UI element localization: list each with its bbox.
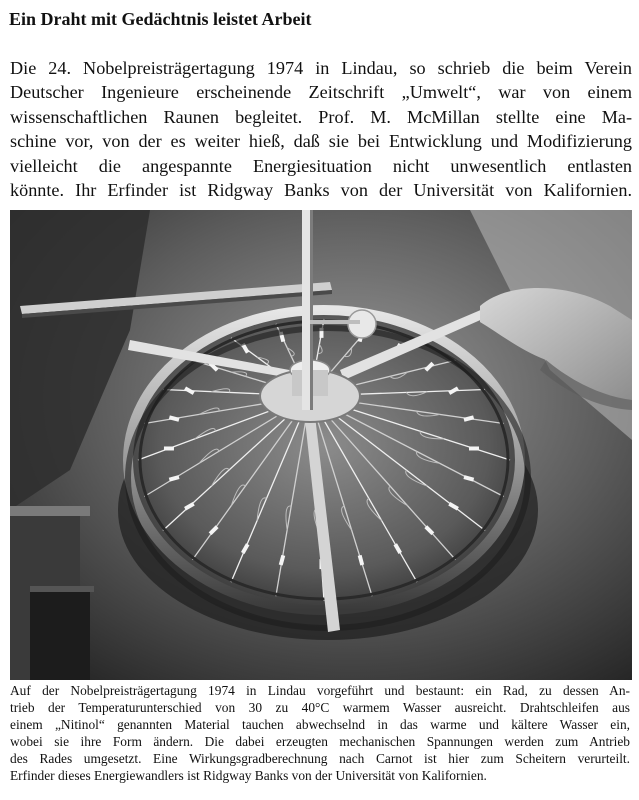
body-line: wissenschaftlichen Raunen begleitet. Prof. M. McMillan stellte eine Ma-	[10, 106, 632, 127]
body-line: Deutscher Ingenieure erscheinende Zeitschrift „Umwelt“, war von einem	[10, 82, 632, 103]
wire-clamp	[164, 446, 174, 450]
nitinol-wheel-photo	[10, 210, 632, 680]
article-headline: Ein Draht mit Gedächtnis leistet Arbeit	[9, 9, 312, 29]
photo-illustration	[10, 210, 632, 680]
wire-clamp	[469, 446, 479, 450]
caption-line: trieb der Temperaturunterschied von 30 zu 40°C warmem Wasser ausreicht. Drahtschleifen aus	[10, 700, 630, 716]
counterweight-rod	[310, 320, 360, 324]
body-line: vielleicht die angespannte Energiesituation nicht unwesentlich entlasten	[10, 155, 632, 176]
caption-line: wobei sie ihre Form ändern. Die dabei erzeugten mechanischen Spannungen werden zum Antrieb	[10, 734, 630, 750]
caption-line: Erfinder dieses Energiewandlers ist Ridgway Banks von der Universität von Kalifornien.	[10, 768, 487, 784]
caption-line: Auf der Nobelpreisträgertagung 1974 in Lindau vorgeführt und bestaunt: ein Rad, zu dessen An-	[10, 683, 630, 698]
body-line: könnte. Ihr Erfinder ist Ridgway Banks von der Universität von Kalifornien.	[10, 179, 632, 200]
caption-line: des Rades umgesetzt. Eine Wirkungsgradberechnung nach Carnot ist hier zum Scheitern verurteilt.	[10, 751, 630, 767]
body-line: Die 24. Nobelpreisträgertagung 1974 in Lindau, so schrieb die beim Verein	[10, 58, 632, 78]
photo-caption	[10, 682, 630, 785]
equipment-box-top	[30, 586, 94, 592]
article-body	[10, 56, 632, 202]
axle-shadow	[310, 210, 313, 410]
caption-line: einem „Nitinol“ genannten Material tauchen abwechselnd in das warme und kältere Wasser ein,	[10, 717, 630, 733]
equipment-box	[30, 590, 90, 680]
body-line: schine vor, von der es weiter hieß, daß sie bei Entwicklung und Modifizierung	[10, 131, 632, 152]
bench-edge	[10, 506, 90, 516]
